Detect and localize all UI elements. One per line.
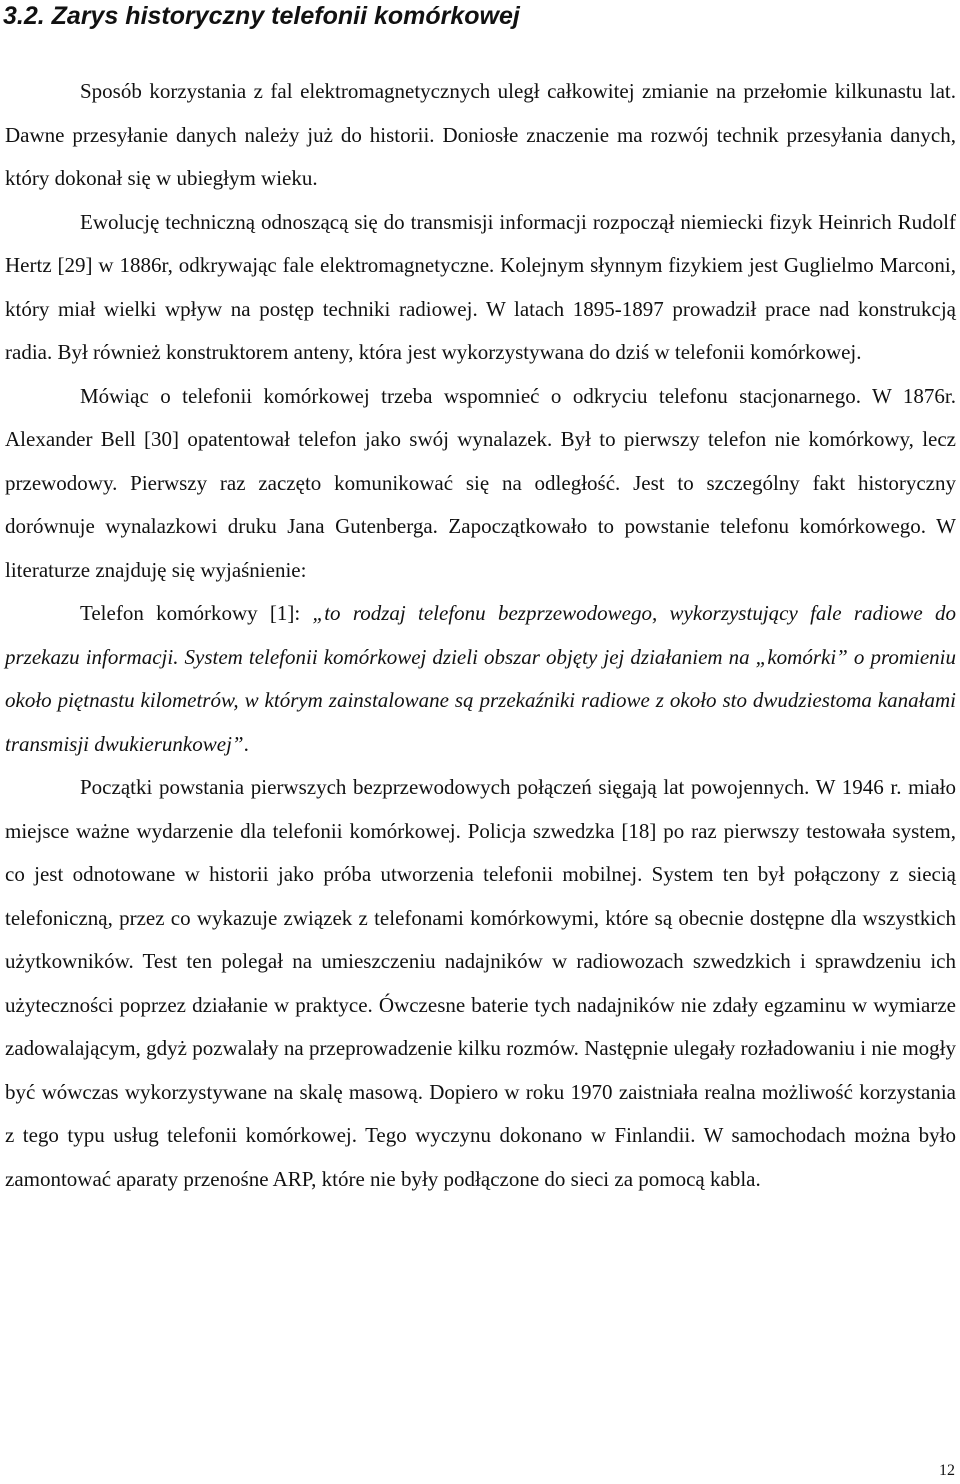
paragraph-beginnings: Początki powstania pierwszych bezprzewodowych połączeń sięgają lat powojennych. W 1946 r. miało miejsce ważne wydarzenie dla telefonii komórkowej. Policja szwedzka [18] po raz pierwszy testowała system, co jest odnotowane w historii jako próba utworzenia telefonii mobilnej. System ten był połączony z siecią telefoniczną, przez co wykazuje związek z telefonami komórkowymi, które są obecnie dostępne dla wszystkich użytkowników. Test ten polegał na umieszczeniu nadajników w radiowozach szwedzkich i sprawdzeniu ich użyteczności poprzez działanie w praktyce. Ówczesne baterie tych nadajników nie zdały egzaminu w wymiarze zadowalającym, gdyż pozwalały na przeprowadzenie kilku rozmów. Następnie ulegały rozładowaniu i nie mogły być wówczas wykorzystywane na skalę masową. Dopiero w roku 1970 zaistniała realna możliwość korzystania z tego typu usług telefonii komórkowej. Tego wyczynu dokonano w Finlandii. W samochodach można było zamontować aparaty przenośne ARP, które nie były podłączone do sieci za pomocą kabla. (5, 775, 956, 1191)
quote-tail: . (243, 731, 249, 756)
definition-quote (5, 592, 956, 766)
section-heading: 3.2. Zarys historyczny telefonii komórkowej (3, 2, 520, 30)
body-text (5, 70, 956, 1201)
page-number: 12 (939, 1462, 955, 1479)
paragraph-bell: Mówiąc o telefonii komórkowej trzeba wspomnieć o odkryciu telefonu stacjonarnego. W 1876r. Alexander Bell [30] opatentował telefon jako swój wynalazek. Był to pierwszy telefon nie komórkowy, lecz przewodowy. Pierwszy raz zaczęto komunikować się na odległość. Jest to szczególny fakt historyczny dorównuje wynalazkowi druku Jana Gutenberga. Zapoczątkowało to powstanie telefonu komórkowego. W literaturze znajduję się wyjaśnienie: (5, 383, 956, 582)
paragraph-hertz-marconi: Ewolucję techniczną odnoszącą się do transmisji informacji rozpoczął niemiecki fizyk Heinrich Rudolf Hertz [29] w 1886r, odkrywając fale elektromagnetyczne. Kolejnym słynnym fizykiem jest Guglielmo Marconi, który miał wielki wpływ na postęp techniki radiowej. W latach 1895-1897 prowadził prace nad konstrukcją radia. Był również konstruktorem anteny, która jest wykorzystywana do dziś w telefonii komórkowej. (5, 209, 956, 364)
quote-lead: Telefon komórkowy [1]: (80, 601, 313, 625)
paragraph-intro: Sposób korzystania z fal elektromagnetycznych uległ całkowitej zmianie na przełomie kilkunastu lat. Dawne przesyłanie danych należy już do historii. Doniosłe znaczenie ma rozwój technik przesyłania danych, który dokonał się w ubiegłym wieku. (5, 79, 956, 190)
quote-italic: „to rodzaj telefonu bezprzewodowego, wykorzystujący fale radiowe do przekazu informacji. System telefonii komórkowej dzieli obszar objęty jej działaniem na „komórki” o promieniu około piętnastu kilometrów, w którym zainstalowane są przekaźniki radiowe z około sto dwudziestoma kanałami transmisji dwukierunkowej” (5, 601, 956, 756)
